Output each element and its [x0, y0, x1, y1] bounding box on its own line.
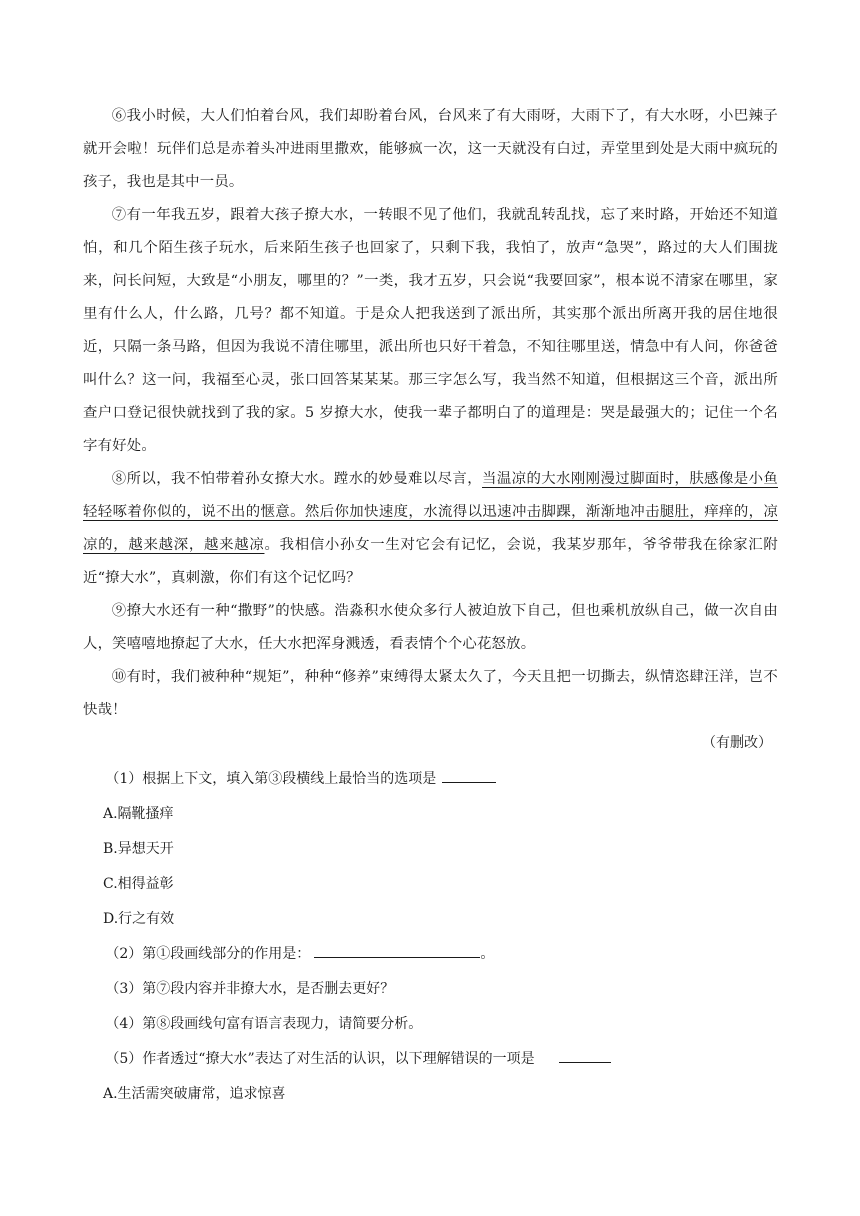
question-1-option-a: A.隔靴搔痒 [103, 806, 174, 822]
question-3: （3）第⑦段内容并非撩大水，是否删去更好？ [105, 981, 395, 997]
question-2-answer-blank[interactable] [314, 943, 480, 958]
question-5-option-a: A.生活需突破庸常，追求惊喜 [103, 1086, 286, 1102]
question-1-text: （1）根据上下文，填入第③段横线上最恰当的选项是 [105, 771, 437, 787]
article-body [83, 100, 778, 1112]
question-1-option-b: B.异想天开 [103, 841, 174, 857]
paragraph-6 [83, 100, 778, 199]
question-5-text: （5）作者透过“撩大水”表达了对生活的认识，以下理解错误的一项是 [105, 1051, 535, 1067]
paragraph-8-underlined-sentence: 当温凉的大水刚刚漫过脚面时，肤感像是小鱼轻轻啄着你似的，说不出的惬意。然后你加快速度，水流得以迅速冲击脚踝，渐渐地冲击腿肚，痒痒的，凉凉的，越来越深，越来越凉 [83, 471, 778, 553]
question-5 [83, 1042, 778, 1077]
question-1-option-c: C.相得益彰 [103, 876, 174, 892]
paragraph-8-lead: ⑧所以，我不怕带着孙女撩大水。蹚水的妙曼难以尽言， [111, 471, 483, 487]
paragraph-8-tail: 。我相信小孙女一生对它会有记忆，会说，我某岁那年，爷爷带我在徐家汇附近“撩大水”，真刺激，你们有这个记忆吗？ [83, 537, 778, 586]
question-4: （4）第⑧段画线句富有语言表现力，请简要分析。 [105, 1016, 423, 1032]
paragraph-10 [83, 661, 778, 727]
question-2-period: 。 [480, 946, 495, 962]
abridged-note: （有删改） [702, 735, 772, 751]
paragraph-9-text: ⑨撩大水还有一种“撒野”的快感。浩淼积水使众多行人被迫放下自己，但也乘机放纵自己，做一次自由人，笑嘻嘻地撩起了大水，任大水把浑身溅透，看表情个个心花怒放。 [83, 603, 778, 652]
question-1 [83, 762, 778, 797]
paragraph-8 [83, 463, 778, 595]
question-2-text: （2）第①段画线部分的作用是： [105, 946, 311, 962]
question-1-option-d: D.行之有效 [103, 911, 175, 927]
question-1-answer-blank[interactable] [442, 768, 496, 783]
questions-section [83, 762, 778, 1112]
paragraph-7 [83, 199, 778, 463]
paragraph-9 [83, 595, 778, 661]
question-2 [83, 937, 778, 972]
paragraph-10-text: ⑩有时，我们被种种“规矩”，种种“修养”束缚得太紧太久了，今天且把一切撕去，纵情恣肆汪洋，岂不快哉！ [83, 669, 778, 718]
paragraph-7-text: ⑦有一年我五岁，跟着大孩子撩大水，一转眼不见了他们，我就乱转乱找，忘了来时路，开始还不知道怕，和几个陌生孩子玩水，后来陌生孩子也回家了，只剩下我，我怕了，放声“急哭”，路过的大人们围拢来，问长问短，大致是“小朋友，哪里的？”一类，我才五岁，只会说“我要回家”，根本说不清家在哪里，家里有什么人，什么路，几号？都不知道。于是众人把我送到了派出所，其实那个派出所离开我的居住地很近，只隔一条马路，但因为我说不清住哪里，派出所也只好干着急，不知往哪里送，情急中有人问，你爸爸叫什么？这一问，我福至心灵，张口回答某某某。那三字怎么写，我当然不知道，但根据这三个音，派出所查户口登记很快就找到了我的家。5 岁撩大水，使我一辈子都明白了的道理是：哭是最强大的；记住一个名字有好处。 [83, 207, 778, 454]
question-5-answer-blank[interactable] [559, 1048, 611, 1063]
paragraph-6-text: ⑥我小时候，大人们怕着台风，我们却盼着台风，台风来了有大雨呀，大雨下了，有大水呀，小巴辣子就开会啦！玩伴们总是赤着头冲进雨里撒欢，能够疯一次，这一天就没有白过，弄堂里到处是大雨中疯玩的孩子，我也是其中一员。 [83, 108, 778, 190]
